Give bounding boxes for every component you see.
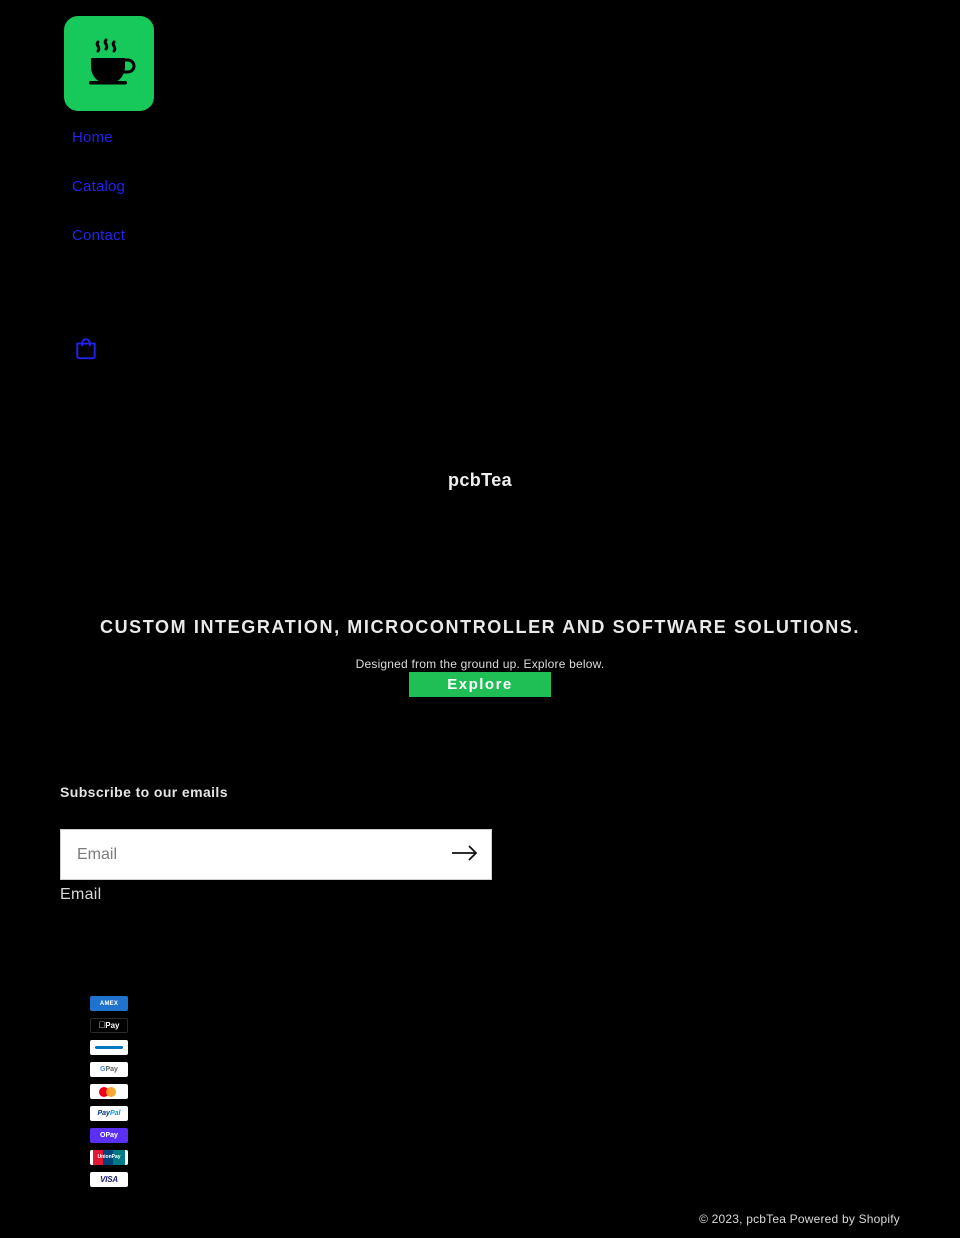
shopping-bag-icon[interactable] [73, 336, 99, 362]
payment-icon-mastercard [90, 1084, 128, 1099]
nav-item-catalog[interactable]: Catalog [72, 178, 126, 195]
main-navigation [72, 130, 125, 277]
hero-heading: CUSTOM INTEGRATION, MICROCONTROLLER AND SOFTWARE SOLUTIONS. [99, 617, 861, 638]
footer-copyright: © 2023, pcbTea Powered by Shopify [699, 1212, 900, 1226]
payment-icon-shop-pay: OPay [90, 1128, 128, 1143]
newsletter-title: Subscribe to our emails [60, 784, 228, 800]
payment-icon-american-express: AMEX [90, 996, 128, 1011]
payment-icon-apple-pay: Pay [90, 1018, 128, 1033]
email-label: Email [60, 886, 102, 903]
payment-icon-visa: VISA [90, 1172, 128, 1187]
brand-title: pcbTea [447, 470, 513, 490]
nav-item-home[interactable]: Home [72, 129, 113, 146]
email-input[interactable] [61, 830, 439, 879]
nav-item-contact[interactable]: Contact [72, 227, 126, 244]
payment-icon-paypal: Pay Pal [90, 1106, 128, 1121]
explore-button[interactable]: Explore [409, 672, 551, 697]
newsletter-submit-button[interactable] [439, 830, 491, 879]
hero-subheading: Designed from the ground up. Explore below. [355, 657, 605, 671]
site-logo[interactable] [64, 16, 154, 111]
payment-icon-diners-club [90, 1040, 128, 1055]
arrow-right-icon [450, 844, 480, 865]
payment-icon-google-pay: G Pay [90, 1062, 128, 1077]
payment-icon-union-pay: UnionPay [90, 1150, 128, 1165]
payment-methods [90, 996, 128, 1187]
newsletter-form [60, 829, 492, 880]
coffee-cup-icon [81, 36, 137, 92]
